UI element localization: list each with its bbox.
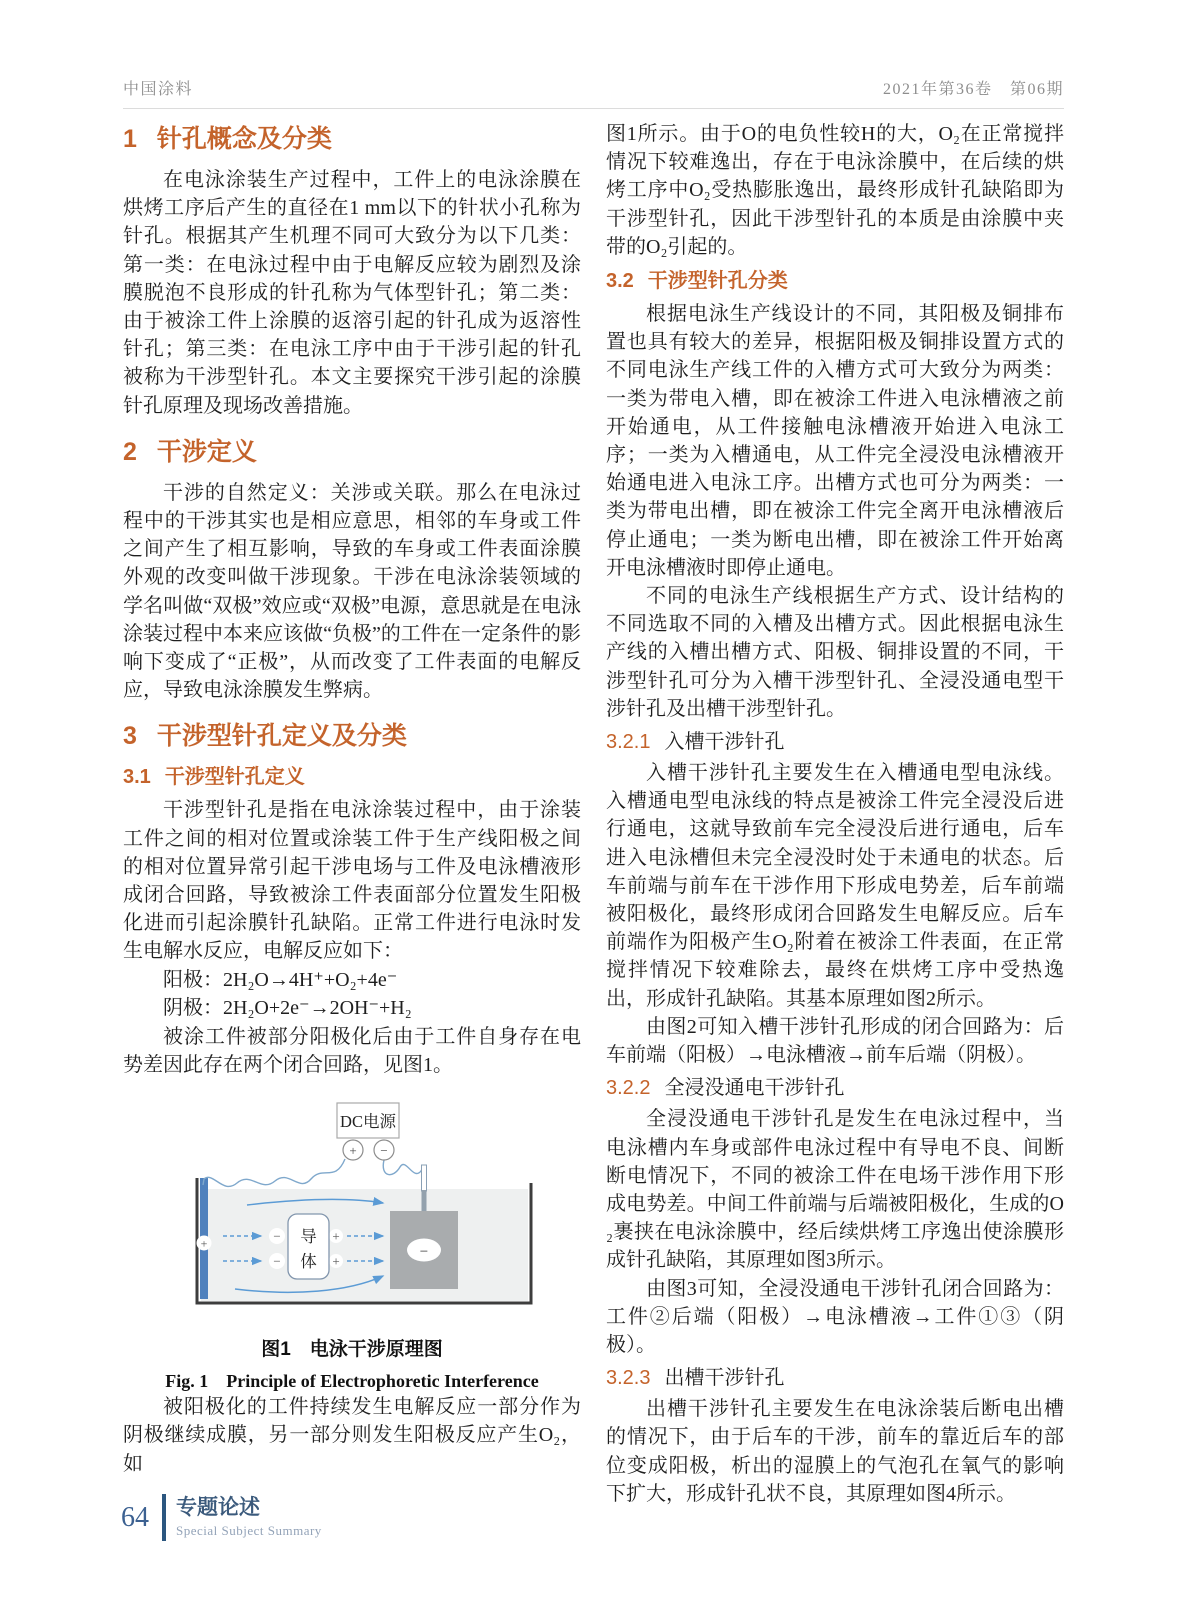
section-title: 干涉型针孔定义 [164, 766, 305, 789]
anode-equation: 阳极：2H₂O→4H⁺+O₂+4e⁻ [163, 968, 398, 991]
column-name-cn: 专题论述 [176, 1496, 260, 1520]
conductor-minus-label: − [273, 1253, 281, 1269]
section-number: 3.2 [606, 270, 634, 293]
page-header [123, 76, 1064, 109]
section-title: 入槽干涉针孔 [664, 731, 785, 754]
section-3-2-3-heading [606, 1364, 1064, 1392]
conductor-plus-label: + [332, 1228, 340, 1244]
section-3-2-paragraph-1: 根据电泳生产线设计的不同，其阳极及铜排布置也具有较大的差异，根据阳极及铜排设置方式的不同电泳生产线工件的入槽方式可大致分为两类：一类为带电入槽，即在被涂工件进入电泳槽液之前开始通电，从工件接触电泳槽液开始进入电泳工序；一类为入槽通电，从工件完全浸没电泳槽液开始通电进入电泳工序。出槽方式也可分为两类：一类为带电出槽，即在被涂工件完全离开电泳槽液后停止通电；一类为断电出槽，即在被涂工件开始离开电泳槽液时即停止通电。 [606, 303, 1064, 579]
workpiece-minus-label: − [419, 1244, 429, 1261]
section-number: 3.2.3 [606, 1367, 651, 1390]
plus-terminal-label: + [349, 1143, 357, 1159]
section-3-2-2-paragraph-2: 由图3可知，全浸没通电干涉针孔闭合回路为：工件②后端（阳极）→电泳槽液→工件①③（阴极）。 [606, 1277, 1064, 1356]
figure-1 [123, 1093, 581, 1326]
section-3-2-2-heading [606, 1074, 1064, 1102]
two-column-layout [123, 120, 1064, 1508]
section-title: 出槽干涉针孔 [664, 1367, 785, 1390]
section-3-2-1-paragraph-1: 入槽干涉针孔主要发生在入槽通电型电泳线。入槽通电型电泳线的特点是被涂工件完全浸没后进行通电，这就导致前车完全浸没后进行通电，后车进入电泳槽但未完全浸没时处于未通电的状态。后车前端与前车在干涉作用下形成电势差，后车前端被阳极化，最终形成闭合回路发生电解反应。后车前端作为阳极产生O₂附着在被涂工件表面，在正常搅拌情况下较难除去，最终在烘烤工序中受热逸出，形成针孔缺陷。其基本原理如图2所示。 [606, 762, 1064, 1010]
section-3-heading [123, 719, 581, 753]
anode-wire [203, 1159, 345, 1186]
section-3-1-heading [123, 763, 581, 791]
journal-name: 中国涂料 [123, 81, 194, 98]
section-3-2-heading [606, 267, 1064, 295]
section-3-2-2-paragraph-1: 全浸没通电干涉针孔是发生在电泳过程中，当电泳槽内车身或部件电泳过程中有导电不良、间断断电情况下，不同的被涂工件在电场干涉作用下形成电势差。中间工件前端与后端被阳极化，生成的O₂裹挟在电泳涂膜中，经后续烘烤工序逸出使涂膜形成针孔缺陷，其原理如图3所示。 [606, 1108, 1064, 1272]
section-number: 3.2.1 [606, 731, 651, 754]
conductor-minus-label: − [273, 1228, 281, 1244]
page-number: 64 [121, 1501, 149, 1533]
anode-plus-label: + [200, 1236, 208, 1251]
section-title: 干涉型针孔分类 [647, 270, 788, 293]
minus-terminal-label: − [380, 1143, 388, 1159]
continuation-paragraph: 图1所示。由于O的电负性较H的大，O₂在正常搅拌情况下较难逸出，存在于电泳涂膜中，在后续的烘烤工序中O₂受热膨胀逸出，最终形成针孔缺陷即为干涉型针孔，因此干涉型针孔的本质是由涂膜中夹带的O₂引起的。 [606, 123, 1064, 258]
electrophoresis-diagram [123, 1093, 581, 1321]
section-3-1-paragraph-2: 被涂工件被部分阳极化后由于工件自身存在电势差因此存在两个闭合回路，见图1。 [123, 1025, 581, 1077]
left-closing-paragraph: 被阳极化的工件持续发生电解反应一部分作为阴极继续成膜，另一部分则发生阳极反应产生O₂，如 [123, 1396, 581, 1475]
cathode-wire [383, 1160, 424, 1175]
page-footer [121, 1494, 322, 1541]
section-3-2-1-heading [606, 728, 1064, 756]
section-number: 3.2.2 [606, 1077, 651, 1100]
section-3-1-paragraph: 干涉型针孔是指在电泳涂装过程中，由于涂装工件之间的相对位置或涂装工件于生产线阳极之间的相对位置异常引起干涉电场与工件及电泳槽液形成闭合回路，导致被涂工件表面部分位置发生阳极化进而引起涂膜针孔缺陷。正常工件进行电泳时发生电解水反应，电解反应如下： [123, 799, 581, 963]
section-title: 针孔概念及分类 [156, 125, 332, 153]
section-1-heading [123, 122, 581, 156]
section-number: 3 [123, 722, 137, 751]
section-number: 3.1 [123, 766, 151, 789]
right-column [606, 120, 1064, 1508]
section-3-2-paragraph-2: 不同的电泳生产线根据生产方式、设计结构的不同选取不同的入槽及出槽方式。因此根据电泳生产线的入槽出槽方式、阳极、铜排设置的不同，干涉型针孔可分为入槽干涉型针孔、全浸没通电型干涉针孔及出槽干涉型针孔。 [606, 585, 1064, 720]
section-title: 干涉型针孔定义及分类 [156, 722, 407, 751]
hanger-rod-lower [422, 1190, 427, 1212]
conductor-label-char2: 体 [300, 1252, 317, 1272]
left-column [123, 120, 581, 1508]
section-2-heading [123, 435, 581, 469]
bath-liquid [201, 1189, 528, 1301]
figure-1-caption-en: Fig. 1 Principle of Electrophoretic Interference [165, 1371, 539, 1392]
section-1-paragraph: 在电泳涂装生产过程中，工件上的电泳涂膜在烘烤工序后产生的直径在1 mm以下的针状小孔称为针孔。根据其产生机理不同可大致分为以下几类：第一类：在电泳过程中由于电解反应较为剧烈及涂膜脱泡不良形成的针孔称为气体型针孔；第二类：由于被涂工件上涂膜的返溶引起的针孔成为返溶性针孔；第三类：在电泳工序中由于干涉引起的针孔被称为干涉型针孔。本文主要探究干涉引起的涂膜针孔原理及现场改善措施。 [123, 169, 581, 417]
section-number: 2 [123, 437, 137, 466]
section-title: 干涉定义 [156, 437, 257, 466]
conductor-plus-label: + [332, 1253, 340, 1269]
column-name-en: Special Subject Summary [176, 1522, 322, 1538]
cathode-equation: 阴极：2H₂O+2e⁻→2OH⁻+H₂ [163, 997, 412, 1020]
figure-1-caption-cn: 图1 电泳干涉原理图 [261, 1339, 443, 1361]
issue-info: 2021年第36卷 第06期 [882, 81, 1064, 98]
conductor-label-char1: 导 [300, 1227, 317, 1247]
section-3-2-1-paragraph-2: 由图2可知入槽干涉针孔形成的闭合回路为：后车前端（阳极）→电泳槽液→前车后端（阴极）。 [606, 1015, 1064, 1067]
footer-divider-bar [162, 1494, 166, 1541]
section-2-paragraph: 干涉的自然定义：关涉或关联。那么在电泳过程中的干涉其实也是相应意思，相邻的车身或工件之间产生了相互影响，导致的车身或工件表面涂膜外观的改变叫做干涉现象。干涉在电泳涂装领域的学名叫做“双极”效应或“双极”电源，意思就是在电泳涂装过程中本来应该做“负极”的工件在一定条件的影响下变成了“正极”，从而改变了工件表面的电解反应，导致电泳涂膜发生弊病。 [123, 481, 581, 702]
section-number: 1 [123, 125, 137, 153]
section-3-2-3-paragraph: 出槽干涉针孔主要发生在电泳涂装后断电出槽的情况下，由于后车的干涉，前车的靠近后车的部位变成阳极，析出的湿膜上的气泡孔在氧气的影响下扩大，形成针孔状不良，其原理如图4所示。 [606, 1398, 1064, 1505]
hanger-rod-upper [422, 1165, 427, 1191]
section-title: 全浸没通电干涉针孔 [664, 1077, 845, 1100]
dc-power-label: DC电源 [340, 1112, 396, 1132]
